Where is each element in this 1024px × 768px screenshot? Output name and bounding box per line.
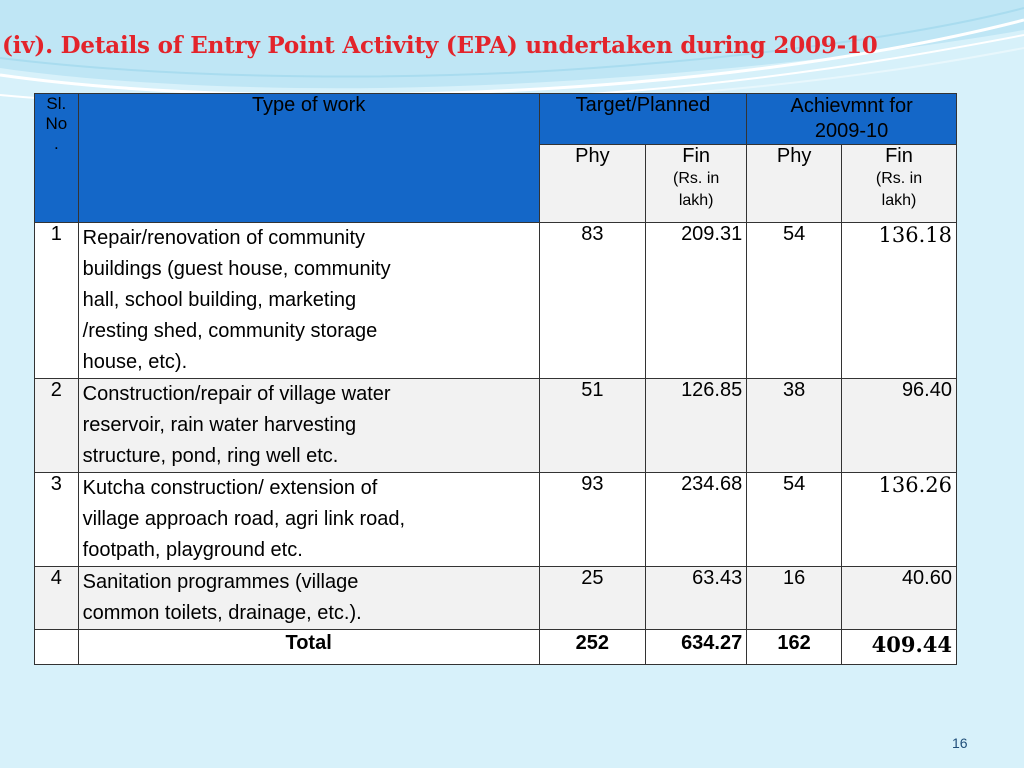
header-target-planned: Target/Planned (539, 94, 747, 145)
cell-sl: 3 (35, 473, 79, 567)
subheader-target-fin: Fin (Rs. in lakh) (646, 145, 747, 223)
cell-ach-phy: 54 (747, 473, 842, 567)
cell-type-of-work: Construction/repair of village water reservoir, rain water harvesting structure, pond, ring well etc. (78, 379, 539, 473)
cell-sl: 1 (35, 223, 79, 379)
cell-target-fin: 234.68 (646, 473, 747, 567)
table-header-row (35, 94, 957, 145)
cell-target-fin: 209.31 (646, 223, 747, 379)
page-number: 16 (952, 735, 968, 751)
table-row (35, 567, 957, 630)
table-total-row (35, 630, 957, 665)
cell-total-target-fin: 634.27 (646, 630, 747, 665)
cell-target-phy: 83 (539, 223, 645, 379)
cell-target-fin: 126.85 (646, 379, 747, 473)
cell-sl-empty (35, 630, 79, 665)
table-row (35, 379, 957, 473)
table-row (35, 223, 957, 379)
cell-sl: 4 (35, 567, 79, 630)
cell-ach-fin: 136.18 (841, 223, 956, 379)
cell-type-of-work: Kutcha construction/ extension of village approach road, agri link road, footpath, playground etc. (78, 473, 539, 567)
cell-target-phy: 93 (539, 473, 645, 567)
header-achievement: Achievmnt for 2009-10 (747, 94, 957, 145)
cell-type-of-work: Repair/renovation of community buildings (guest house, community hall, school building, marketing /resting shed, community storage house, etc). (78, 223, 539, 379)
header-type-of-work: Type of work (78, 94, 539, 223)
epa-details-table (34, 93, 957, 665)
slide-title: (iv). Details of Entry Point Activity (EPA) undertaken during 2009-10 (2, 32, 878, 59)
cell-type-of-work: Sanitation programmes (village common toilets, drainage, etc.). (78, 567, 539, 630)
subheader-target-phy: Phy (539, 145, 645, 223)
cell-total-label: Total (78, 630, 539, 665)
subheader-ach-phy: Phy (747, 145, 842, 223)
cell-ach-fin: 96.40 (841, 379, 956, 473)
cell-ach-fin: 136.26 (841, 473, 956, 567)
cell-total-target-phy: 252 (539, 630, 645, 665)
table-row (35, 473, 957, 567)
cell-target-phy: 51 (539, 379, 645, 473)
cell-ach-fin: 40.60 (841, 567, 956, 630)
cell-ach-phy: 16 (747, 567, 842, 630)
subheader-ach-fin: Fin (Rs. in lakh) (841, 145, 956, 223)
cell-target-phy: 25 (539, 567, 645, 630)
cell-sl: 2 (35, 379, 79, 473)
cell-total-ach-fin: 409.44 (841, 630, 956, 665)
header-sl-no: Sl. No . (35, 94, 79, 223)
cell-ach-phy: 54 (747, 223, 842, 379)
cell-total-ach-phy: 162 (747, 630, 842, 665)
cell-ach-phy: 38 (747, 379, 842, 473)
cell-target-fin: 63.43 (646, 567, 747, 630)
